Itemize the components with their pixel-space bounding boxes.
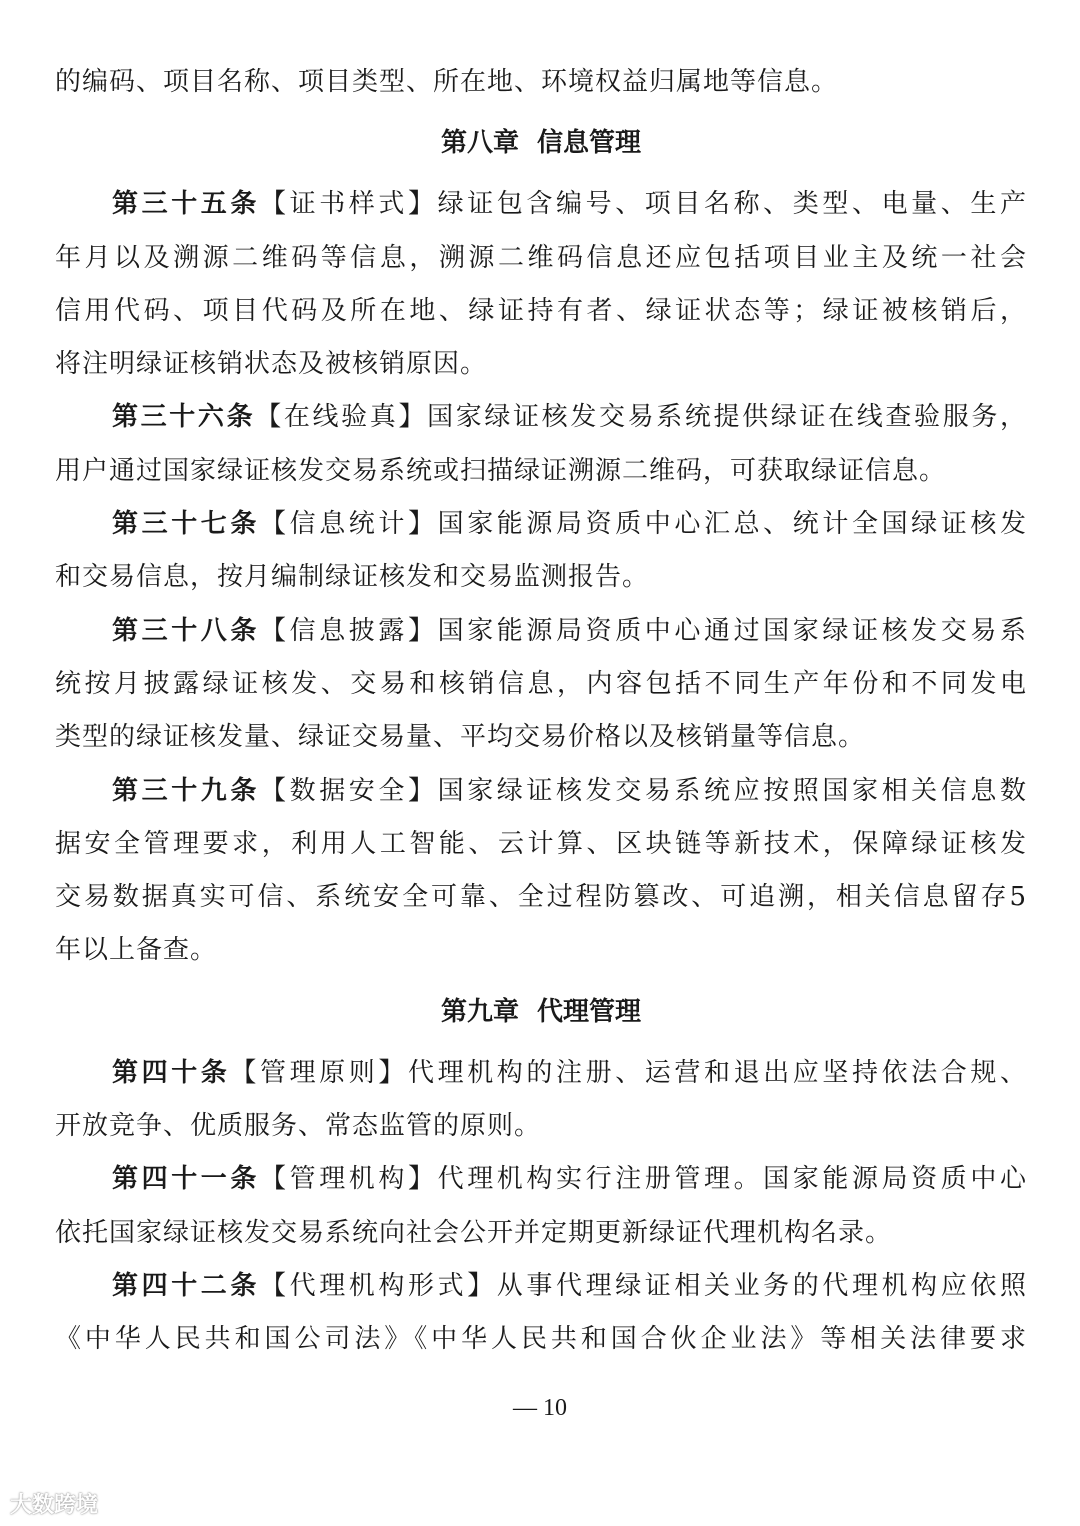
line-text: 依托国家绿证核发交易系统向社会公开并定期更新绿证代理机构名录。: [55, 1217, 893, 1248]
text-line: [55, 1100, 1027, 1153]
line-text: 【信息披露】国家能源局资质中心通过国家绿证核发交易系: [260, 615, 1027, 646]
chapter-heading: 第八章 信息管理: [440, 128, 642, 159]
text-line: [55, 1313, 1027, 1366]
article-paragraph: [55, 1153, 1027, 1260]
chapter-heading: 第九章 代理管理: [440, 996, 642, 1027]
text-line: [55, 871, 1027, 924]
line-text: 【代理机构形式】从事代理绿证相关业务的代理机构应依照: [260, 1270, 1027, 1301]
line-text: 【管理原则】代理机构的注册、运营和退出应坚持依法合规、: [230, 1057, 1027, 1088]
text-line: [55, 338, 1027, 391]
article-number: 第三十五条: [112, 189, 260, 220]
line-text: 用户通过国家绿证核发交易系统或扫描绿证溯源二维码，可获取绿证信息。: [55, 455, 947, 486]
article-paragraph: [55, 605, 1027, 765]
text-line: [55, 498, 1027, 551]
article-paragraph: [55, 56, 1027, 109]
text-line: [55, 924, 1027, 977]
text-line: [55, 1207, 1027, 1260]
text-line: [55, 765, 1027, 818]
article-paragraph: [55, 391, 1027, 498]
article-number: 第三十六条: [112, 402, 256, 433]
text-line: [55, 818, 1027, 871]
line-text: 交易数据真实可信、系统安全可靠、全过程防篡改、可追溯，相关信息留存5: [55, 882, 1027, 913]
line-text: 和交易信息，按月编制绿证核发和交易监测报告。: [55, 562, 650, 593]
article-paragraph: [55, 178, 1027, 391]
line-text: 【证书样式】绿证包含编号、项目名称、类型、电量、生产: [260, 189, 1027, 220]
text-line: [55, 56, 1027, 109]
line-text: 【管理机构】代理机构实行注册管理。国家能源局资质中心: [260, 1164, 1027, 1195]
article-number: 第四十条: [112, 1057, 231, 1088]
text-line: [55, 178, 1027, 231]
article-number: 第三十八条: [112, 615, 260, 646]
text-line: [55, 445, 1027, 498]
article-paragraph: [55, 1047, 1027, 1154]
line-text: 统按月披露绿证核发、交易和核销信息，内容包括不同生产年份和不同发电: [55, 668, 1027, 699]
line-text: 【在线验真】国家绿证核发交易系统提供绿证在线查验服务，: [255, 402, 1027, 433]
text-line: [55, 232, 1027, 285]
article-paragraph: [55, 498, 1027, 605]
article-paragraph: [55, 765, 1027, 978]
line-text: 年月以及溯源二维码等信息，溯源二维码信息还应包括项目业主及统一社会: [55, 242, 1027, 273]
article-number: 第三十七条: [112, 509, 260, 540]
text-line: [55, 711, 1027, 764]
watermark-logo: 大数跨境: [10, 1493, 99, 1518]
text-line: [55, 1047, 1027, 1100]
line-text: 开放竞争、优质服务、常态监管的原则。: [55, 1111, 542, 1142]
article-number: 第三十九条: [112, 775, 260, 806]
line-text: 《中华人民共和国公司法》《中华人民共和国合伙企业法》等相关法律要求: [55, 1324, 1027, 1355]
text-line: [55, 605, 1027, 658]
line-text: 信用代码、项目代码及所在地、绿证持有者、绿证状态等；绿证被核销后，: [55, 295, 1027, 326]
line-text: 的编码、项目名称、项目类型、所在地、环境权益归属地等信息。: [55, 67, 839, 97]
text-line: [55, 551, 1027, 604]
text-line: [55, 1153, 1027, 1206]
text-line: [55, 285, 1027, 338]
document-body: [55, 56, 1027, 1367]
line-text: 年以上备查。: [55, 935, 218, 966]
line-text: 类型的绿证核发量、绿证交易量、平均交易价格以及核销量等信息。: [55, 722, 866, 753]
line-text: 【信息统计】国家能源局资质中心汇总、统计全国绿证核发: [260, 509, 1027, 540]
article-number: 第四十一条: [112, 1164, 260, 1195]
page-number: — 10: [513, 1395, 567, 1421]
line-text: 将注明绿证核销状态及被核销原因。: [55, 349, 488, 380]
text-line: [55, 1260, 1027, 1313]
article-paragraph: [55, 1260, 1027, 1367]
text-line: [55, 391, 1027, 444]
line-text: 据安全管理要求，利用人工智能、云计算、区块链等新技术，保障绿证核发: [55, 828, 1027, 859]
line-text: 【数据安全】国家绿证核发交易系统应按照国家相关信息数: [260, 775, 1027, 806]
article-number: 第四十二条: [112, 1270, 260, 1301]
text-line: [55, 658, 1027, 711]
